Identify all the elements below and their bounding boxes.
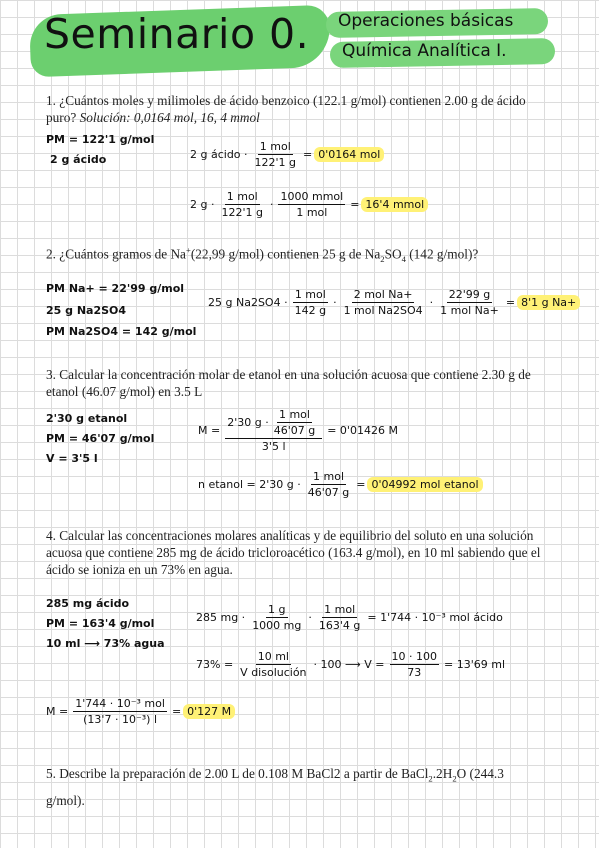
- question-3: 3. Calcular la concentración molar de etanol en una solución acuosa que contiene 2.30 g de etanol (46.07 g/mol) en 3.5 L: [46, 367, 531, 399]
- fraction: [238, 650, 308, 679]
- fraction-numerator: 1 mol: [278, 408, 310, 421]
- fraction: [253, 140, 299, 169]
- fraction: [390, 650, 439, 679]
- q1-equation-1: [190, 140, 384, 169]
- q3-result-2: 0'04992 mol etanol: [367, 477, 482, 492]
- q3-given-volume: V = 3'5 l: [46, 452, 98, 465]
- fraction-denominator: 142 g: [294, 304, 327, 317]
- question-5-sub-2: 2: [452, 773, 457, 784]
- equals-sign: =: [356, 478, 366, 491]
- question-1: [46, 92, 556, 126]
- fraction: [438, 288, 501, 317]
- fraction-denominator: 1000 mg: [252, 619, 302, 632]
- eq-term: 2 g ·: [190, 198, 215, 211]
- eq-term: M =: [46, 705, 69, 718]
- equals-sign: =: [171, 705, 182, 718]
- q3-given-pm: PM = 46'07 g/mol: [46, 432, 155, 445]
- q1-equation-2: [190, 190, 428, 219]
- eq-term: 285 mg ·: [196, 611, 246, 624]
- fraction-denominator: 163'4 g: [318, 619, 361, 632]
- fraction-numerator: 1 mol: [226, 190, 258, 203]
- q4-result-3: 0'127 M: [183, 704, 235, 719]
- fraction: [317, 603, 363, 632]
- eq-term: 73% =: [196, 658, 234, 671]
- q4-equation-3: [46, 697, 235, 726]
- fraction-denominator: V disolución: [240, 666, 307, 679]
- fraction-numerator: [225, 408, 322, 439]
- question-5-text-b: .2H: [432, 766, 453, 781]
- multiply-dot: ·: [333, 296, 337, 309]
- fraction-denominator: 3'5 l: [261, 440, 286, 453]
- q2-given-mass: 25 g Na2SO4: [46, 304, 127, 317]
- fraction-denominator: 1 mol Na+: [440, 304, 499, 317]
- question-5-sub-1: 2: [428, 773, 433, 784]
- question-1-text: 1. ¿Cuántos moles y milimoles de ácido benzoico (122.1 g/mol) contienen 2.00 g de ácido puro?: [46, 93, 526, 125]
- eq-term: · 100 ⟶ V =: [313, 658, 385, 671]
- fraction-numerator: 1 mol: [313, 470, 344, 483]
- q2-given-pm-salt: PM Na2SO4 = 142 g/mol: [46, 325, 197, 338]
- fraction: [278, 190, 345, 219]
- question-2-text-a: 2. ¿Cuántos gramos de Na: [46, 246, 186, 262]
- q1-given-pm: PM = 122'1 g/mol: [46, 133, 155, 146]
- eq-term: 2'30 g ·: [227, 416, 269, 429]
- q1-result-2: 16'4 mmol: [361, 197, 428, 212]
- fraction-denominator: 46'07 g: [307, 486, 350, 499]
- question-5-text-d: g/mol).: [46, 792, 85, 808]
- question-5: [46, 763, 566, 811]
- subtitle-line-2: Química Analítica I.: [342, 41, 507, 61]
- q4-result-1: = 1'744 · 10⁻³ mol ácido: [367, 611, 503, 624]
- fraction: [342, 288, 425, 317]
- q4-equation-2: [196, 650, 505, 679]
- q4-result-2: = 13'69 ml: [444, 658, 506, 671]
- fraction-numerator: 10 ml: [257, 650, 289, 663]
- equals-sign: =: [505, 296, 516, 309]
- multiply-dot: ·: [429, 296, 434, 309]
- fraction-numerator: 1'744 · 10⁻³ mol: [75, 697, 165, 710]
- fraction-numerator: 1 mol: [259, 140, 291, 153]
- eq-term: M =: [198, 424, 221, 437]
- q2-equation: [208, 288, 580, 317]
- question-2-sub-2: 4: [401, 254, 406, 265]
- fraction-denominator: 122'1 g: [221, 206, 263, 219]
- q4-given-volume: 10 ml ⟶ 73% agua: [46, 637, 165, 650]
- question-1-solution: Solución: 0,0164 mol, 16, 4 mmol: [79, 110, 260, 125]
- subtitle-line-1: Operaciones básicas: [338, 11, 514, 31]
- multiply-dot: ·: [269, 198, 274, 211]
- question-4: 4. Calcular las concentraciones molares analíticas y de equilibrio del soluto en una solución acuosa que contiene 285 mg de ácido tricloroacético (163.4 g/mol), en 10 ml sabiendo que el ácido se ioniza en un 73% en agua.: [46, 528, 541, 577]
- q1-result-1: 0'0164 mol: [314, 147, 384, 162]
- q1-given-mass: 2 g ácido: [50, 153, 107, 166]
- fraction-numerator: 10 · 100: [391, 650, 438, 663]
- fraction-numerator: 1 g: [268, 603, 286, 616]
- multiply-dot: ·: [308, 611, 312, 624]
- question-2: [46, 242, 566, 268]
- q4-given-pm: PM = 163'4 g/mol: [46, 617, 155, 630]
- question-2-text-c: SO: [384, 246, 402, 262]
- fraction-numerator: 1 mol: [324, 603, 356, 616]
- q3-given-mass: 2'30 g etanol: [46, 412, 128, 425]
- fraction: [272, 408, 318, 437]
- question-2-text-b: (22,99 g/mol) contienen 25 g de Na: [190, 246, 381, 262]
- eq-term: n etanol = 2'30 g ·: [198, 478, 301, 491]
- question-2-sup: +: [185, 245, 191, 255]
- fraction-denominator: (13'7 · 10⁻³) l: [83, 713, 157, 726]
- fraction: [250, 603, 303, 632]
- equals-sign: =: [303, 148, 313, 161]
- fraction-denominator: 1 mol: [296, 206, 328, 219]
- page-title: Seminario 0.: [44, 10, 310, 58]
- fraction: [293, 288, 328, 317]
- q3-equation-2: [198, 470, 483, 499]
- fraction-numerator: 1000 mmol: [280, 190, 344, 203]
- eq-term: 25 g Na2SO4 ·: [208, 296, 288, 309]
- q2-given-pm-na: PM Na+ = 22'99 g/mol: [46, 282, 185, 295]
- equals-sign: =: [350, 198, 360, 211]
- fraction-denominator: 46'07 g: [273, 424, 316, 437]
- fraction-denominator: 73: [407, 666, 422, 679]
- q3-result-1: = 0'01426 M: [327, 424, 398, 437]
- q4-equation-1: [196, 603, 503, 632]
- fraction-numerator: 2 mol Na+: [353, 288, 413, 301]
- fraction-denominator: 1 mol Na2SO4: [343, 304, 423, 317]
- fraction: [225, 408, 322, 453]
- fraction-numerator: 1 mol: [294, 288, 326, 301]
- fraction: [219, 190, 265, 219]
- fraction: [73, 697, 167, 726]
- q2-result: 8'1 g Na+: [517, 295, 580, 310]
- eq-term: 2 g ácido ·: [190, 148, 248, 161]
- question-2-text-d: (142 g/mol)?: [405, 246, 479, 262]
- fraction-denominator: 122'1 g: [254, 156, 297, 169]
- fraction-numerator: 22'99 g: [448, 288, 491, 301]
- question-2-sub-1: 2: [380, 254, 385, 265]
- q3-equation-1: [198, 408, 398, 453]
- q4-given-mass: 285 mg ácido: [46, 597, 130, 610]
- question-5-text-c: O (244.3: [456, 766, 504, 781]
- question-5-text-a: 5. Describe la preparación de 2.00 L de 0.108 M BaCl2 a partir de BaCl: [46, 766, 429, 781]
- fraction: [306, 470, 352, 499]
